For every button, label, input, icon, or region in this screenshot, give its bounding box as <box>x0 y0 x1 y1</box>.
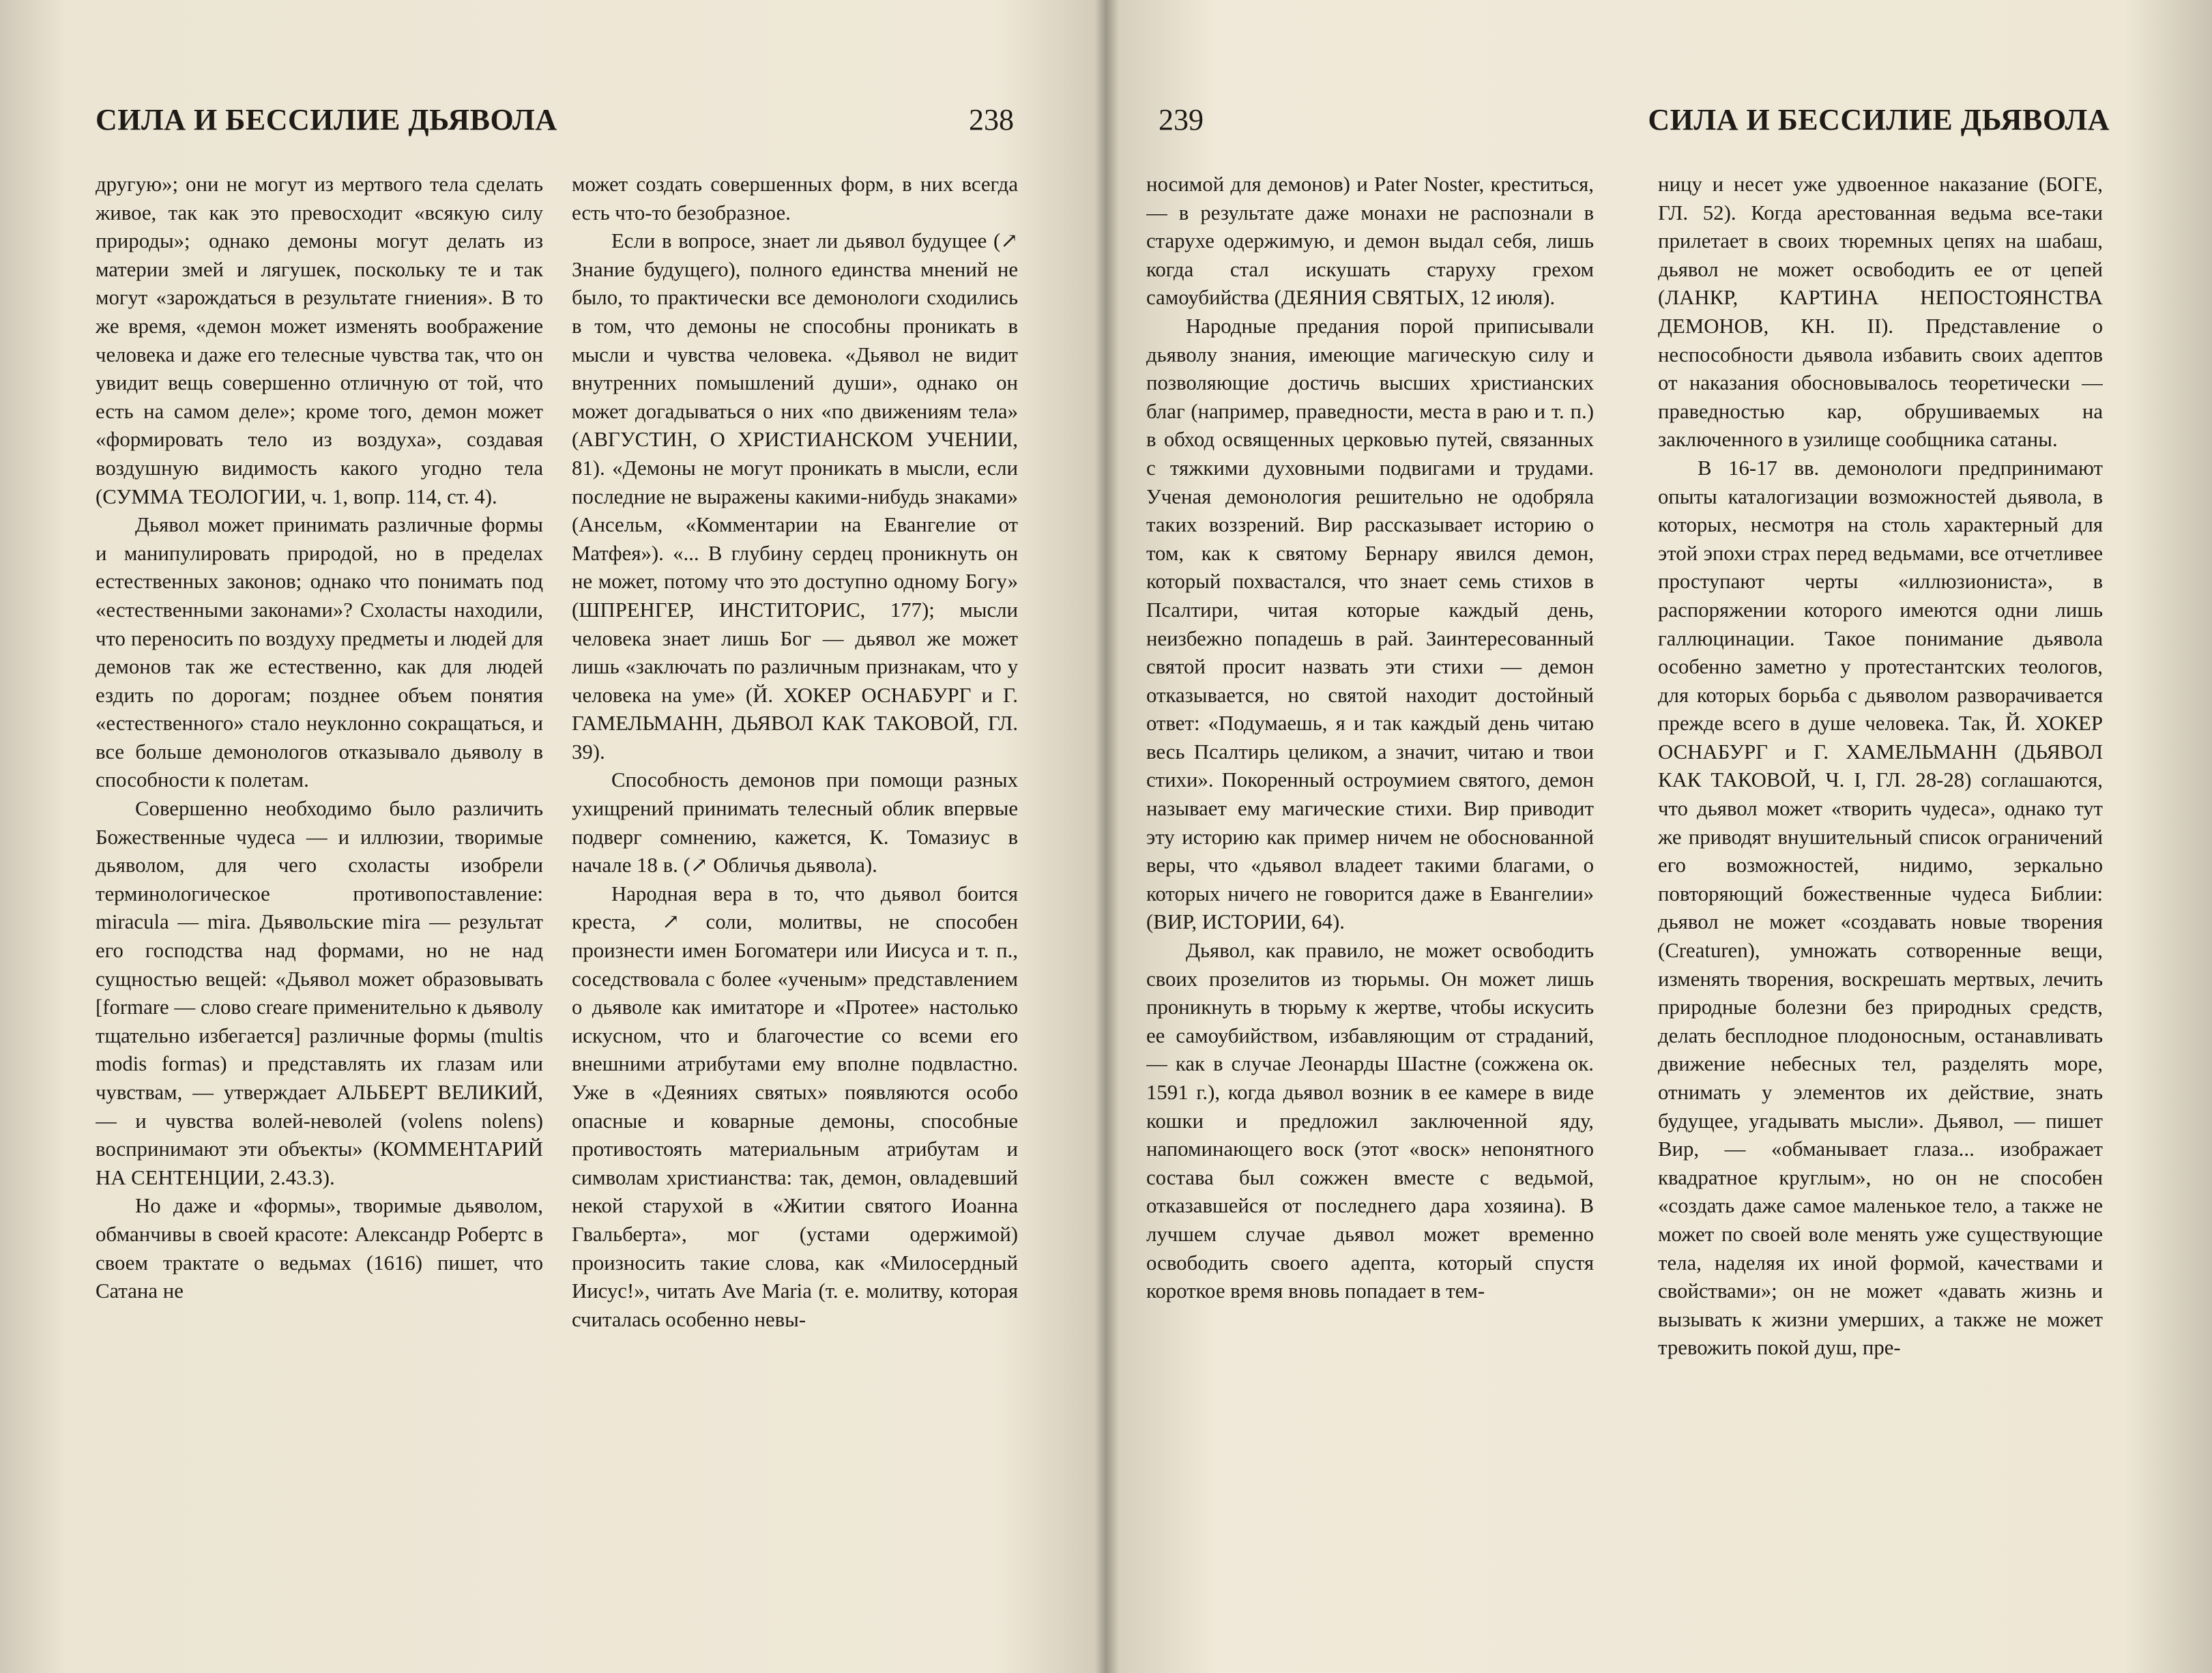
right-page <box>1105 0 2212 1673</box>
paragraph: Совершенно необходимо было различить Божественные чудеса — и иллюзии, творимые дьяволом, для чего схоласты изобрели терминологическое противопоставление: miracula — mira. Дьявольские mira — результат его господства над формами, но не над сущностью вещей: «Дьявол может образовывать [formare — слово creare применительно к дьяволу тщательно избегается] различные формы (multis modis formas) и представлять их глазам или чувствам, — утверждает АЛЬБЕРТ ВЕЛИКИЙ, — и чувства волей-неволей (volens nolens) воспринимают эти объекты» (КОММЕНТАРИЙ НА СЕНТЕНЦИИ, 2.43.3). <box>96 797 543 1189</box>
left-page <box>0 0 1105 1673</box>
text-column <box>1146 171 1594 1631</box>
paragraph: Дьявол может принимать различные формы и манипулировать природой, но в пределах естественных законов; однако что понимать под «естественными законами»? Схоласты находили, что переносить по воздуху предметы и людей для демонов так же естественно, как для людей ездить по дорогам; позднее объем понятия «естественного» стало неуклонно сокращаться, и все больше демонологов отказывало дьяволу в способности к полетам. <box>96 513 543 792</box>
page-number: 238 <box>969 103 1014 136</box>
text-column <box>96 171 543 1631</box>
text-column <box>1658 171 2103 1631</box>
running-head: СИЛА И БЕССИЛИЕ ДЬЯВОЛА <box>96 103 557 136</box>
running-head: СИЛА И БЕССИЛИЕ ДЬЯВОЛА <box>1648 103 2110 136</box>
paragraph: Способность демонов при помощи разных ухищрений принимать телесный облик впервые подверг сомнению, кажется, К. Томазиус в начале 18 в. (↗ Обличья дьявола). <box>572 768 1018 877</box>
paragraph: носимой для демонов) и Pater Noster, креститься, — в результате даже монахи не распознали в старухе одержимую, и демон выдал себя, лишь когда стал искушать старуху грехом самоубийства (ДЕЯНИЯ СВЯТЫХ, 12 июля). <box>1146 173 1594 310</box>
paragraph: другую»; они не могут из мертвого тела сделать живое, так как это превосходит «всякую силу природы»; однако демоны могут делать из материи змей и лягушек, поскольку те и так могут «зарождаться в результате гниения». В то же время, «демон может изменять воображение человека и даже его телесные чувства так, что он увидит вещь совершенно отличную от той, что есть на самом деле»; кроме того, демон может «формировать тело из воздуха», создавая воздушную видимость какого угодно тела (СУММА ТЕОЛОГИИ, ч. 1, вопр. 114, ст. 4). <box>96 173 543 508</box>
paragraph: В 16-17 вв. демонологи предпринимают опыты каталогизации возможностей дьявола, в которых, несмотря на столь характерный для этой эпохи страх перед ведьмами, все отчетливее проступают черты «иллюзиониста», в распоряжении которого имеются одни лишь галлюцинации. Такое понимание дьявола особенно заметно у протестантских теологов, для которых борьба с дьяволом разворачивается прежде всего в душе человека. Так, Й. ХОКЕР ОСНАБУРГ и Г. ХАМЕЛЬМАНН (ДЬЯВОЛ КАК ТАКОВОЙ, Ч. I, ГЛ. 28-28) соглашаются, что дьявол может «творить чудеса», однако тут же приводят внушительный список ограничений его возможностей, нидимо, зеркально повторяющий божественные чудеса Библии: дьявол не может «создавать новые творения (Creaturen), умножать сотворенные вещи, изменять творения, воскрешать мертвых, лечить природные болезни без природных средств, делать бесплодное плодоносным, останавливать движение небесных тел, разделять море, отнимать у элементов их действие, знать будущее, угадывать мысли». Дьявол, — пишет Вир, — «обманывает глаза... изображает квадратное круглым», но он не способен «создать даже самое маленькое тело, а также не может по своей воле менять уже существующие тела, наделяя их иной формой, качествами и свойствами»; он не может «давать жизнь и вызывать к жизни умерших, а также не может тревожить покой душ, пре- <box>1658 456 2103 1360</box>
text-column <box>572 171 1018 1631</box>
paragraph: Дьявол, как правило, не может освободить своих прозелитов из тюрьмы. Он может лишь проникнуть в тюрьму к жертве, чтобы искусить ее самоубийством, избавляющим от страданий, — как в случае Леонарды Шастне (сожжена ок. 1591 г.), когда дьявол возник в ее камере в виде кошки и предложил заключенной яду, напоминающего воск (этот «воск» непонятного состава был сожжен вместе с ведьмой, отказавшейся от последнего дара хозяина). В лучшем случае дьявол может временно освободить своего адепта, который спустя короткое время вновь попадает в тем- <box>1146 939 1594 1303</box>
paragraph: Народные предания порой приписывали дьяволу знания, имеющие магическую силу и позволяющие достичь высших христианских благ (например, праведности, места в раю и т. п.) в обход освященных церковью путей, связанных с тяжкими духовными подвигами и трудами. Ученая демонология решительно не одобряла таких воззрений. Вир рассказывает историю о том, как к святому Бернару явился демон, который похвастался, что знает семь стихов в Псалтири, читая которые каждый день, неизбежно попадешь в рай. Заинтересованный святой просит назвать эти стихи — демон отказывается, но святой находит достойный ответ: «Подумаешь, я и так каждый день читаю весь Псалтирь целиком, а значит, читаю и твои стихи». Покоренный остроумием святого, демон называет ему магические стихи. Вир приводит эту историю как пример ничем не обоснованной веры, что «дьявол владеет такими благами, о которых ничего не говорится даже в Евангелии» (ВИР, ИСТОРИИ, 64). <box>1146 314 1594 934</box>
paragraph: ницу и несет уже удвоенное наказание (БОГЕ, ГЛ. 52). Когда арестованная ведьма все-таки прилетает в своих тюремных цепях на шабаш, дьявол не может освободить ее от цепей (ЛАНКР, КАРТИНА НЕПОСТОЯНСТВА ДЕМОНОВ, КН. II). Представление о неспособности дьявола избавить своих адептов от наказания обосновывалось теоретически — праведностью кар, обрушиваемых на заключенного в узилище сообщника сатаны. <box>1658 173 2103 452</box>
paragraph: Если в вопросе, знает ли дьявол будущее (↗ Знание будущего), полного единства мнений не было, то практически все демонологи сходились в том, что демоны не способны проникать в мысли и чувства человека. «Дьявол не видит внутренних помышлений души», однако он может догадываться о них «по движениям тела» (АВГУСТИН, О ХРИСТИАНСКОМ УЧЕНИИ, 81). «Демоны не могут проникать в мысли, если последние не выражены какими-нибудь знаками» (Ансельм, «Комментарии на Евангелие от Матфея»). «... В глубину сердец проникнуть он не может, потому что это доступно одному Богу» (ШПРЕНГЕР, ИНСТИТОРИС, 177); мысли человека знает лишь Бог — дьявол же может лишь «заключать по различным признакам, что у человека на уме» (Й. ХОКЕР ОСНАБУРГ и Г. ГАМЕЛЬМАНН, ДЬЯВОЛ КАК ТАКОВОЙ, ГЛ. 39). <box>572 229 1018 763</box>
paragraph: Народная вера в то, что дьявол боится креста, ↗ соли, молитвы, не способен произнести имен Богоматери или Иисуса и т. п., соседствовала с более «ученым» представлением о дьяволе как имитаторе и «Протее» настолько искусном, что и благочестие со всеми его внешними атрибутами ему вполне подвластно. Уже в «Деяниях святых» появляются особо опасные и коварные демоны, способные противостоять материальным атрибутам и символам христианства: так, демон, овладевший некой старухой в «Житии святого Иоанна Гвальберта», мог (устами одержимой) произносить такие слова, как «Милосердный Иисус!», читать Ave Maria (т. е. молитву, которая считалась особенно невы- <box>572 882 1018 1331</box>
paragraph: Но даже и «формы», творимые дьяволом, обманчивы в своей красоте: Александр Робертс в своем трактате о ведьмах (1616) пишет, что Сатана не <box>96 1194 543 1303</box>
page-number: 239 <box>1159 103 1204 136</box>
paragraph: может создать совершенных форм, в них всегда есть что-то безобразное. <box>572 173 1018 224</box>
